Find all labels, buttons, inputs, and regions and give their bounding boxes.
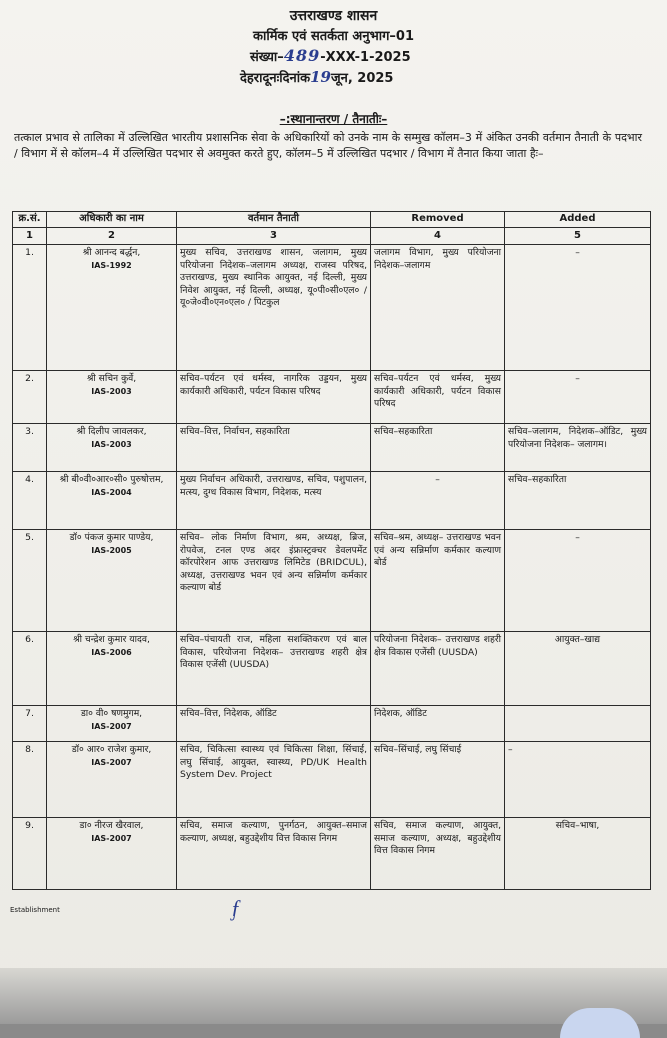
row-officer (47, 371, 177, 424)
row-added: आयुक्त–खाद्य (505, 632, 651, 706)
officer-cadre: IAS-2003 (91, 439, 132, 449)
row-current-posting: सचिव–वित्त, निर्वाचन, सहकारिता (177, 424, 371, 472)
header-current-posting: वर्तमान तैनाती (177, 212, 371, 228)
officer-cadre: IAS-2007 (91, 833, 132, 843)
order-prefix: संख्या– (250, 50, 284, 65)
row-officer (47, 472, 177, 530)
row-sn: 2. (13, 371, 47, 424)
handwritten-order-number: 489 (283, 46, 321, 65)
officer-cadre: IAS-2003 (91, 386, 132, 396)
table-row (13, 632, 651, 706)
place-date-prefix: देहरादूनःदिनांक (240, 71, 311, 86)
row-sn: 5. (13, 530, 47, 632)
intro-paragraph: तत्काल प्रभाव से तालिका में उल्लिखित भारतीय प्रशासनिक सेवा के अधिकारियों को उनके नाम के सम्मुख कॉलम–3 में अंकित उनकी वर्तमान तैनाती के पदभार / विभाग में से कॉलम–4 में उल्लिखित पदभार से अवमुक्त करते हुए, कॉलम–5 में उल्लिखित पदभार / विभाग में तैनात किया जाता हैः– (14, 131, 642, 160)
row-added: – (505, 742, 651, 818)
row-added: – (505, 245, 651, 371)
place-date-line (240, 68, 540, 86)
column-number: 2 (47, 227, 177, 245)
row-removed: निदेशक, ऑडिट (371, 706, 505, 742)
officer-name: श्री दिलीप जावलकर, (76, 426, 147, 437)
row-removed: सचिव–सिंचाई, लघु सिंचाई (371, 742, 505, 818)
row-added: – (505, 371, 651, 424)
column-number-row (13, 227, 651, 245)
officer-cadre: IAS-2006 (91, 647, 132, 657)
officer-cadre: IAS-2007 (91, 757, 132, 767)
officer-name: श्री सचिन कुर्वे, (86, 373, 137, 384)
row-officer (47, 245, 177, 371)
officer-cadre: IAS-2007 (91, 721, 132, 731)
row-removed: परियोजना निदेशक– उत्तराखण्ड शहरी क्षेत्र विकास एजेंसी (UUSDA) (371, 632, 505, 706)
row-removed: सचिव–श्रम, अध्यक्ष– उत्तराखण्ड भवन एवं अन्य सन्निर्माण कर्मकार कल्याण बोर्ड (371, 530, 505, 632)
transfer-table (12, 211, 651, 890)
row-current-posting: सचिव–पर्यटन एवं धर्मस्व, नागरिक उड्डयन, मुख्य कार्यकारी अधिकारी, पर्यटन विकास परिषद (177, 371, 371, 424)
table-row (13, 818, 651, 890)
officer-name: श्री चन्द्रेश कुमार यादव, (73, 634, 150, 645)
table-row (13, 472, 651, 530)
row-current-posting: सचिव–वित्त, निदेशक, ऑडिट (177, 706, 371, 742)
row-officer (47, 818, 177, 890)
header-added: Added (505, 212, 651, 228)
row-current-posting: मुख्य निर्वाचन अधिकारी, उत्तराखण्ड, सचिव, पशुपालन, मत्स्य, दुग्ध विकास विभाग, निदेशक, मत्स्य (177, 472, 371, 530)
row-sn: 9. (13, 818, 47, 890)
column-number: 3 (177, 227, 371, 245)
header-sn: क्र.सं. (13, 212, 47, 228)
row-added: – (505, 530, 651, 632)
row-sn: 4. (13, 472, 47, 530)
table-row (13, 530, 651, 632)
officer-name: श्री आनन्द बर्द्धन, (82, 247, 141, 258)
row-officer (47, 742, 177, 818)
order-number-line (250, 46, 510, 65)
row-officer (47, 530, 177, 632)
subject-heading: –:स्थानान्तरण / तैनातीः– (279, 112, 388, 126)
row-removed: – (371, 472, 505, 530)
officer-cadre: IAS-2004 (91, 487, 132, 497)
handwritten-date-day: 19 (310, 68, 331, 86)
column-number: 5 (505, 227, 651, 245)
column-number: 4 (371, 227, 505, 245)
row-sn: 6. (13, 632, 47, 706)
row-sn: 7. (13, 706, 47, 742)
row-officer (47, 632, 177, 706)
row-added: सचिव–जलागम, निदेशक–ऑडिट, मुख्य परियोजना निदेशक– जलागम। (505, 424, 651, 472)
table-header-row (13, 212, 651, 228)
row-added: सचिव–भाषा, (505, 818, 651, 890)
row-current-posting: सचिव– लोक निर्माण विभाग, श्रम, अध्यक्ष, ब्रिज, रोपवेज, टनल एण्ड अदर इंफ्रास्ट्रक्चर डेवलपमेंट कॉरपोरेशन आफ उत्तराखण्ड लिमिटेड (BRIDCUL), अध्यक्ष, उत्तराखण्ड भवन एवं अन्य सन्निर्माण कर्मकार कल्याण बोर्ड (177, 530, 371, 632)
row-officer (47, 706, 177, 742)
order-suffix: -XXX-1-2025 (320, 50, 411, 65)
officer-name: डॉ० पंकज कुमार पाण्डेय, (69, 532, 154, 543)
header-officer-name: अधिकारी का नाम (47, 212, 177, 228)
officer-name: डा० वी० षणमुगम, (80, 708, 143, 719)
table-row (13, 371, 651, 424)
row-removed: सचिव–पर्यटन एवं धर्मस्व, मुख्य कार्यकारी अधिकारी, पर्यटन विकास परिषद (371, 371, 505, 424)
department-heading: कार्मिक एवं सतर्कता अनुभाग–01 (253, 29, 414, 44)
officer-cadre: IAS-1992 (91, 260, 132, 270)
table-row (13, 742, 651, 818)
officer-cadre: IAS-2005 (91, 545, 132, 555)
handwritten-initials: ᶂ (232, 897, 240, 922)
establishment-tag: Establishment (10, 906, 60, 914)
government-heading: उत्तराखण्ड शासन (289, 8, 378, 24)
row-sn: 3. (13, 424, 47, 472)
row-current-posting: सचिव, चिकित्सा स्वास्थ्य एवं चिकित्सा शिक्षा, सिंचाई, लघु सिंचाई, आयुक्त, स्वास्थ्य, PD/UK Health System Dev. Project (177, 742, 371, 818)
row-officer (47, 424, 177, 472)
row-sn: 1. (13, 245, 47, 371)
table-row (13, 706, 651, 742)
row-added: सचिव–सहकारिता (505, 472, 651, 530)
row-added (505, 706, 651, 742)
date-suffix: जून, 2025 (330, 71, 394, 86)
officer-name: डा० नीरज खैरवाल, (79, 820, 144, 831)
photo-bottom-shadow (0, 968, 667, 1024)
row-current-posting: मुख्य सचिव, उत्तराखण्ड शासन, जलागम, मुख्य परियोजना निदेशक–जलागम अध्यक्ष, राजस्व परिषद, उत्तराखण्ड, मुख्य स्थानिक आयुक्त, नई दिल्ली, मुख्य निवेश आयुक्त, नई दिल्ली, अध्यक्ष, यू०पी०सी०एल० / यू०जे०वी०एन०एल० / पिटकुल (177, 245, 371, 371)
header-removed: Removed (371, 212, 505, 228)
row-current-posting: सचिव, समाज कल्याण, पुनर्गठन, आयुक्त–समाज कल्याण, अध्यक्ष, बहुउद्देशीय वित्त विकास निगम (177, 818, 371, 890)
row-removed: सचिव–सहकारिता (371, 424, 505, 472)
table-row (13, 424, 651, 472)
officer-name: श्री बी०वी०आर०सी० पुरुषोत्तम, (59, 474, 164, 485)
row-current-posting: सचिव–पंचायती राज, महिला सशक्तिकरण एवं बाल विकास, परियोजना निदेशक– उत्तराखण्ड शहरी क्षेत्र विकास एजेंसी (UUSDA) (177, 632, 371, 706)
row-removed: जलागम विभाग, मुख्य परियोजना निदेशक–जलागम (371, 245, 505, 371)
officer-name: डॉ० आर० राजेश कुमार, (71, 744, 152, 755)
row-removed: सचिव, समाज कल्याण, आयुक्त, समाज कल्याण, अध्यक्ष, बहुउद्देशीय वित्त विकास निगम (371, 818, 505, 890)
row-sn: 8. (13, 742, 47, 818)
column-number: 1 (13, 227, 47, 245)
table-row (13, 245, 651, 371)
